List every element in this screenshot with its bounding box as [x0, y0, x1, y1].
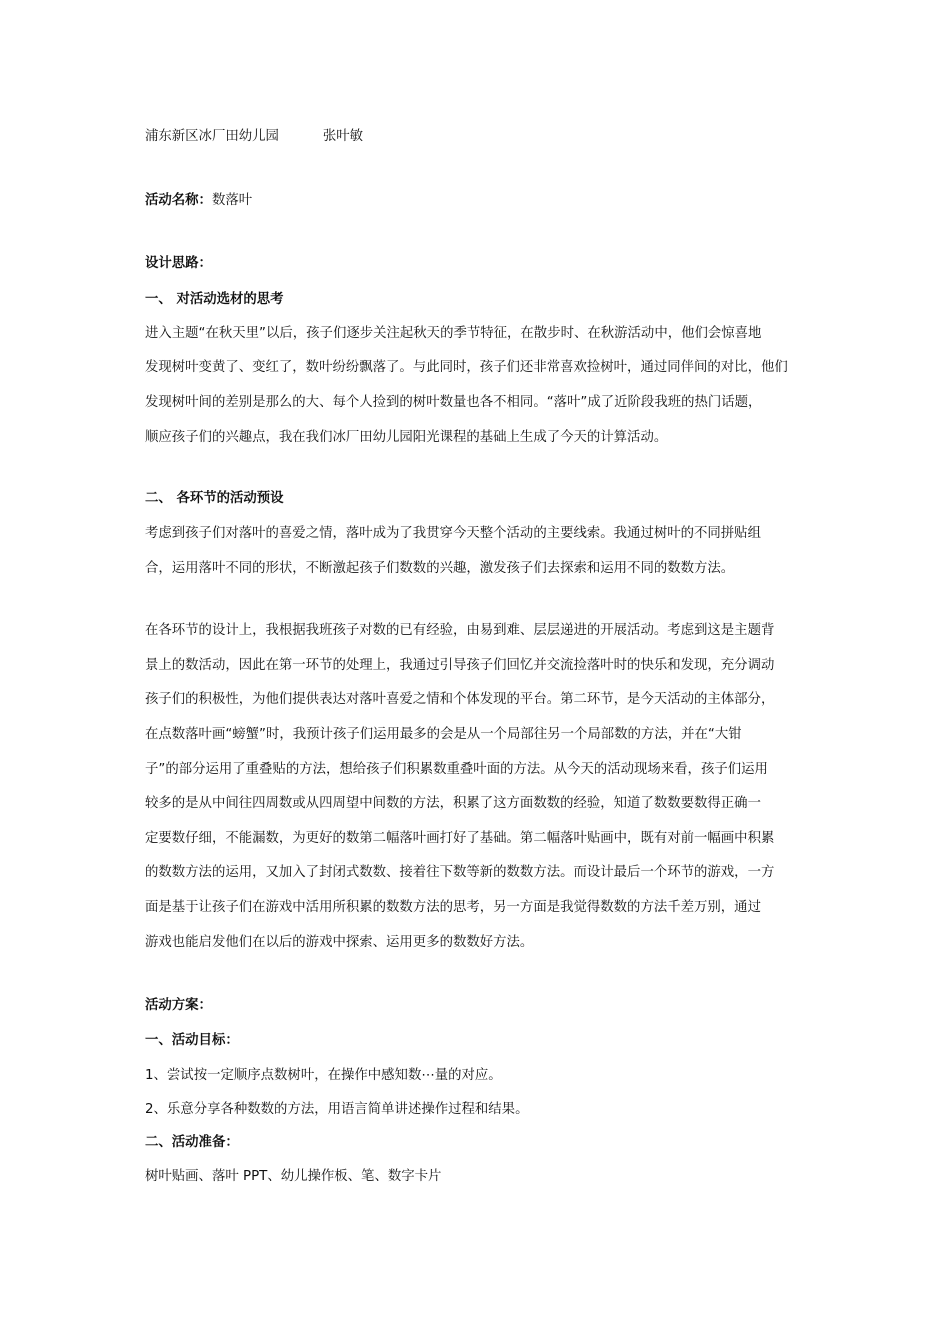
section2-para2-line: 较多的是从中间往四周数或从四周望中间数的方法，积累了这方面数数的经验，知道了数数要数得正确一 — [145, 796, 761, 811]
section2-para2-line: 在点数落叶画“螃蟹”时，我预计孩子们运用最多的会是从一个局部往另一个局部数的方法，并在“大钳 — [145, 727, 742, 742]
plan-heading: 活动方案： — [145, 998, 212, 1013]
section2-heading: 二、 各环节的活动预设 — [145, 491, 284, 506]
school-name: 浦东新区冰厂田幼儿园 — [145, 129, 279, 144]
section2-para2-line: 在各环节的设计上，我根据我班孩子对数的已有经验，由易到难、层层递进的开展活动。考虑到这是主题背 — [145, 623, 775, 638]
section2-para2-line: 孩子们的积极性，为他们提供表达对落叶喜爱之情和个体发现的平台。第二环节，是今天活动的主体部分， — [145, 692, 775, 707]
section1-line: 发现树叶间的差别是那么的大、每个人捡到的树叶数量也各不相同。“落叶”成了近阶段我班的热门话题， — [145, 395, 762, 410]
activity-name-line — [145, 192, 817, 210]
section2-para2-line: 面是基于让孩子们在游戏中活用所积累的数数方法的思考，另一方面是我觉得数数的方法千差万别，通过 — [145, 900, 761, 915]
author-name: 张叶敏 — [322, 129, 364, 144]
section2-para1-line: 考虑到孩子们对落叶的喜爱之情，落叶成为了我贯穿今天整个活动的主要线索。我通过树叶的不同拼贴组 — [145, 526, 761, 541]
header-line — [145, 128, 817, 146]
section2-para2-line: 景上的数活动，因此在第一环节的处理上，我通过引导孩子们回忆并交流捡落叶时的快乐和发现，充分调动 — [145, 658, 775, 673]
section2-para2-line: 子”的部分运用了重叠贴的方法，想给孩子们积累数重叠叶面的方法。从今天的活动现场来看，孩子们运用 — [145, 762, 768, 777]
prep-heading: 二、活动准备： — [145, 1135, 239, 1150]
section2-para2-line: 的数数方法的运用，又加入了封闭式数数、接着往下数等新的数数方法。而设计最后一个环节的游戏，一方 — [145, 865, 775, 880]
section2-para1-line: 合，运用落叶不同的形状，不断激起孩子们数数的兴趣，激发孩子们去探索和运用不同的数数方法。 — [145, 561, 735, 576]
section1-line: 顺应孩子们的兴趣点，我在我们冰厂田幼儿园阳光课程的基础上生成了今天的计算活动。 — [145, 430, 668, 445]
goal-item: 2、乐意分享各种数数的方法，用语言简单讲述操作过程和结果。 — [145, 1102, 529, 1117]
section2-para2-line: 定要数仔细，不能漏数，为更好的数第二幅落叶画打好了基础。第二幅落叶贴画中，既有对前一幅画中积累 — [145, 831, 775, 846]
section1-line: 进入主题“在秋天里”以后，孩子们逐步关注起秋天的季节特征，在散步时、在秋游活动中，他们会惊喜地 — [145, 326, 762, 341]
section1-line: 发现树叶变黄了、变红了，数叶纷纷飘落了。与此同时，孩子们还非常喜欢捡树叶，通过同伴间的对比，他们 — [145, 360, 788, 375]
goal-item: 1、尝试按一定顺序点数树叶，在操作中感知数⋯量的对应。 — [145, 1068, 502, 1083]
prep-text: 树叶贴画、落叶 PPT、幼儿操作板、笔、数字卡片 — [145, 1169, 442, 1184]
section1-heading: 一、 对活动选材的思考 — [145, 292, 284, 307]
activity-name-label: 活动名称： — [145, 193, 212, 208]
design-heading: 设计思路： — [145, 256, 212, 271]
section2-para2-line: 游戏也能启发他们在以后的游戏中探索、运用更多的数数好方法。 — [145, 935, 534, 950]
activity-name-value: 数落叶 — [211, 193, 253, 208]
goals-heading: 一、活动目标： — [145, 1033, 239, 1048]
